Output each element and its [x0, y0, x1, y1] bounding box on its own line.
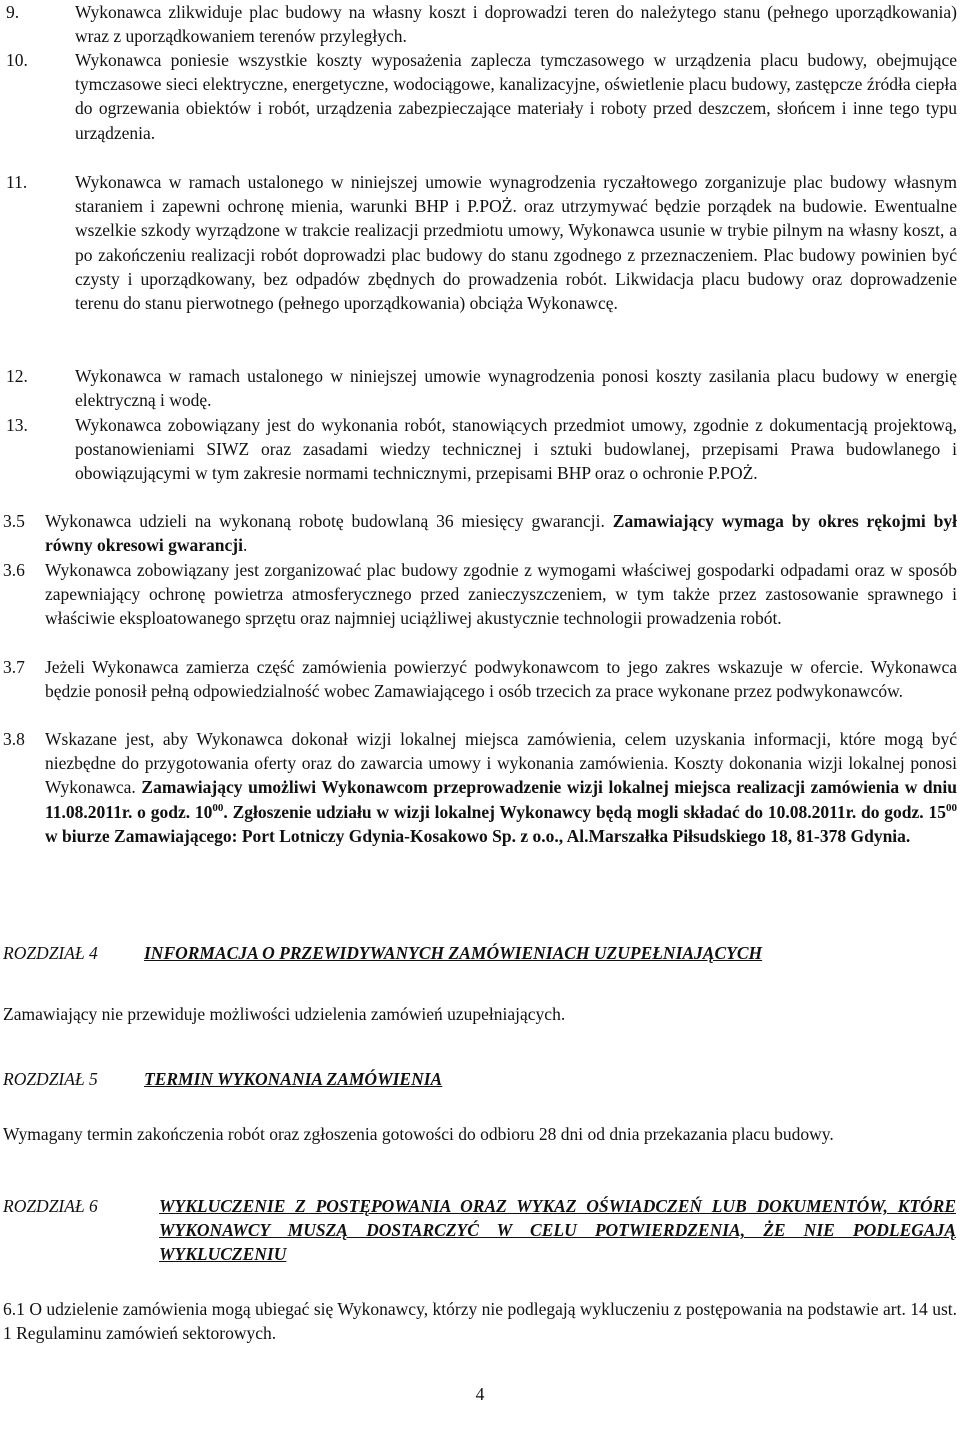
- chapter-title: WYKLUCZENIE Z POSTĘPOWANIA ORAZ WYKAZ OŚWIADCZEŃ LUB DOKUMENTÓW, KTÓRE WYKONAWCY MUSZĄ DOSTARCZYĆ W CELU POTWIERDZENIA, ŻE NIE PODLEGAJĄ WYKLUCZENIU: [159, 1196, 956, 1265]
- chapter-4-body: Zamawiający nie przewiduje możliwości udzielenia zamówień uzupełniających.: [3, 1004, 566, 1024]
- section-3-6: [3, 558, 957, 631]
- chapter-title: INFORMACJA O PRZEWIDYWANYCH ZAMÓWIENIACH UZUPEŁNIAJĄCYCH: [144, 943, 763, 963]
- section-text: Jeżeli Wykonawca zamierza część zamówienia powierzyć podwykonawcom to jego zakres wskazuje w ofercie. Wykonawca będzie ponosił pełną odpowiedzialność wobec Zamawiającego i osób trzecich za prace wykonane przez podwykonawców.: [45, 657, 957, 702]
- section-number: 3.6: [3, 560, 25, 580]
- list-number: 11.: [6, 172, 28, 192]
- chapter-5-body: Wymagany termin zakończenia robót oraz zgłoszenia gotowości do odbioru 28 dni od dnia przekazania placu budowy.: [3, 1124, 834, 1144]
- list-item-text: Wykonawca poniesie wszystkie koszty wyposażenia zaplecza tymczasowego w urządzenia placu budowy, obejmujące tymczasowe sieci elektryczne, energetyczne, wodociągowe, kanalizacyjne, oświetlenie placu budowy, zastępcze źródła ciepła do ogrzewania obiektów i robót, urządzenia zabezpieczające materiały i roboty przed deszczem, słońcem i inne tego typu urządzenia.: [75, 50, 957, 143]
- section-3-5: [3, 509, 957, 557]
- section-number: 6.1: [3, 1299, 25, 1319]
- chapter-title: TERMIN WYKONANIA ZAMÓWIENIA: [144, 1069, 443, 1089]
- section-plain-text: Wykonawca udzieli na wykonaną robotę budowlaną 36 miesięcy gwarancji.: [45, 511, 605, 531]
- section-number: 3.7: [3, 657, 25, 677]
- list-number: 13.: [6, 415, 28, 435]
- section-plain-text: O udzielenie zamówienia mogą ubiegać się Wykonawcy, którzy nie podlegają wykluczeniu z postępowania na podstawie art. 14 ust. 1 Regulaminu zamówień sektorowych.: [3, 1299, 957, 1344]
- section-bold-text: [45, 777, 957, 845]
- section-bold-text: Zamawiający wymaga by okres rękojmi był równy okresowi gwarancji: [45, 511, 957, 556]
- bold-part-1: Zamawiający umożliwi Wykonawcom przeprowadzenie wizji lokalnej miejsca realizacji zamówienia w dniu 11.08.2011r. o godz. 10: [45, 777, 957, 822]
- list-number: 10.: [6, 50, 28, 70]
- section-text: [3, 509, 957, 557]
- chapter-label: ROZDZIAŁ 6: [3, 1196, 98, 1216]
- list-number: 9.: [6, 2, 20, 22]
- section-text: [3, 1297, 957, 1345]
- section-text: Wykonawca zobowiązany jest zorganizować plac budowy zgodnie z wymogami właściwej gospodarki odpadami oraz w sposób zapewniający ochronę powietrza atmosferycznego przed zanieczyszczeniem, w tym także przez zastosowanie sprawnego i właściwie eksploatowanego sprzętu oraz najmniej uciążliwej akustycznie technologii prowadzenia robót.: [45, 560, 957, 629]
- list-item-10: [3, 48, 957, 145]
- chapter-label: ROZDZIAŁ 4: [3, 943, 98, 963]
- chapter-label: ROZDZIAŁ 5: [3, 1069, 98, 1089]
- section-3-8: [3, 727, 957, 848]
- list-item-text: Wykonawca zobowiązany jest do wykonania robót, stanowiących przedmiot umowy, zgodnie z dokumentacją projektową, postanowieniami SIWZ oraz zasadami wiedzy technicznej i sztuki budowlanej, przepisami Prawa budowlanego i obowiązującymi w tym zakresie normami technicznymi, przepisami BHP oraz o ochronie P.POŻ.: [75, 415, 957, 484]
- list-item-12: [3, 364, 957, 412]
- section-3-7: [3, 655, 957, 703]
- section-text: [3, 727, 957, 848]
- bold-part-2: . Zgłoszenie udziału w wizji lokalnej Wykonawcy będą mogli składać do 10.08.2011r. do godz. 15: [223, 801, 946, 822]
- page-number: 4: [475, 1384, 485, 1404]
- list-item-13: [3, 413, 957, 486]
- list-item-text: Wykonawca w ramach ustalonego w niniejszej umowie wynagrodzenia ponosi koszty zasilania placu budowy w energię elektryczną i wodę.: [75, 366, 957, 411]
- section-tail: .: [243, 535, 248, 556]
- list-item-text: Wykonawca zlikwiduje plac budowy na własny koszt i doprowadzi teren do należytego stanu (pełnego uporządkowania) wraz z uporządkowaniem terenów przyległych.: [75, 2, 957, 47]
- section-number: 3.5: [3, 511, 25, 531]
- list-item-9: [3, 0, 957, 48]
- section-6-1: [3, 1297, 957, 1345]
- list-item-11: [3, 170, 957, 315]
- bold-part-3: w biurze Zamawiającego: Port Lotniczy Gdynia-Kosakowo Sp. z o.o., Al.Marszałka Piłsudskiego 18, 81-378 Gdynia.: [45, 825, 911, 846]
- list-number: 12.: [6, 366, 28, 386]
- section-number: 3.8: [3, 729, 25, 749]
- list-item-text: Wykonawca w ramach ustalonego w niniejszej umowie wynagrodzenia ryczałtowego zorganizuje plac budowy własnym staraniem i zapewni ochronę mienia, warunki BHP i P.POŻ. oraz utrzymywać będzie porządek na budowie. Ewentualne wszelkie szkody wyrządzone w trakcie realizacji przedmiotu umowy, Wykonawca usunie w trybie pilnym na własny koszt, a po zakończeniu realizacji robót doprowadzi plac budowy do stanu zgodnego z przeznaczeniem. Plac budowy powinien być czysty i uporządkowany, bez odpadów zbędnych do prowadzenia robót. Likwidacja placu budowy oraz doprowadzenie terenu do stanu pierwotnego (pełnego uporządkowania) obciąża Wykonawcę.: [75, 172, 957, 314]
- time-superscript: 00: [212, 801, 224, 814]
- section-plain-text: Wskazane jest, aby Wykonawca dokonał wizji lokalnej miejsca zamówienia, celem uzyskania informacji, które mogą być niezbędne do przygotowania oferty oraz do zawarcia umowy i wykonania zamówienia. Koszty dokonania wizji lokalnej ponosi Wykonawca.: [45, 729, 957, 798]
- time-superscript: 00: [946, 801, 957, 814]
